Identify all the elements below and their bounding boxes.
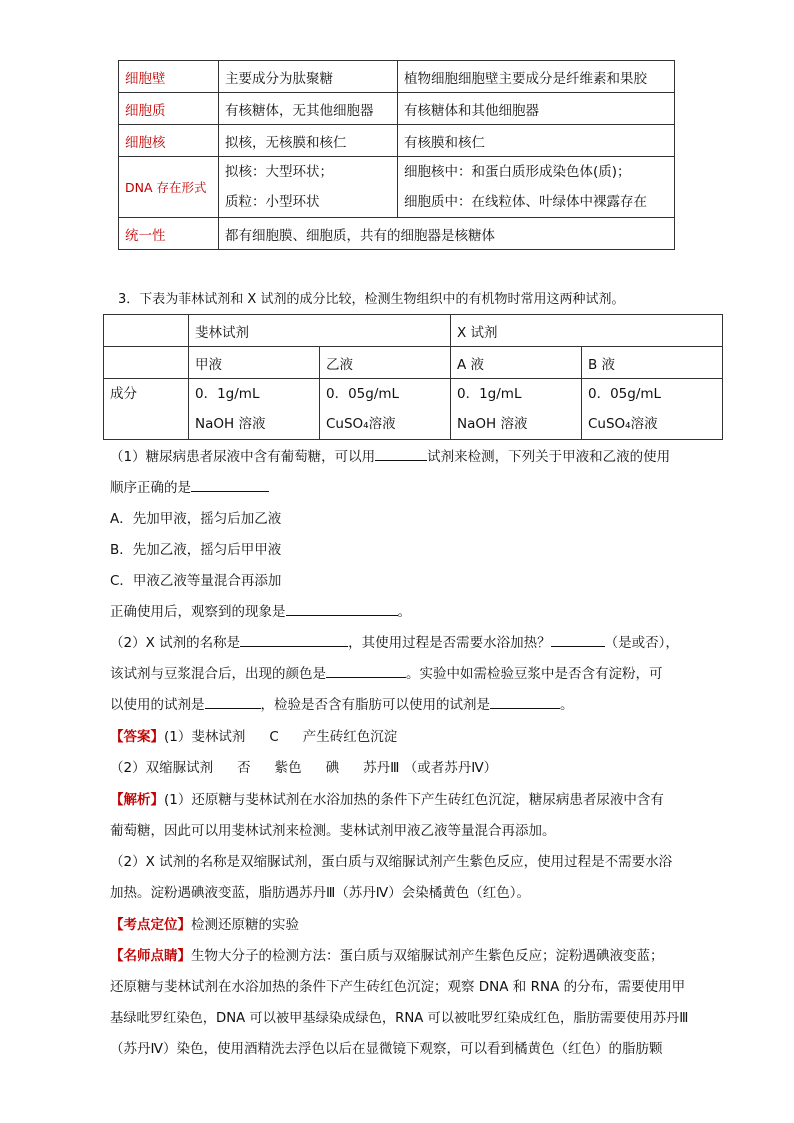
component-cell [189,379,320,440]
location-label: 【考点定位】 [110,917,191,933]
question-text: （1）糖尿病患者尿液中含有葡萄糖，可以用 [110,449,376,465]
teacher-line: 基绿吡罗红染色，DNA 可以被甲基绿染成绿色，RNA 可以被吡罗红染成红色，脂肪需要使用苏丹Ⅲ [110,1011,689,1026]
cell-line: 拟核：大型环状； [225,164,333,180]
answer-blank[interactable] [205,694,261,709]
question-text: ，其使用过程是否需要水浴加热？ [348,635,551,651]
concentration: 0．05g/mL [588,386,662,402]
answer-label: 【答案】 [110,729,164,745]
table-row [119,157,675,218]
component-cell [582,379,723,440]
question-text: 。 [560,697,574,713]
question-text: （2）X 试剂的名称是 [110,635,241,651]
concentration: 0．1g/mL [457,386,522,402]
question-line [110,473,690,504]
answer-blank[interactable] [490,694,560,709]
empty-cell [104,347,189,379]
eukaryote-cell: 植物细胞细胞壁主要成分是纤维素和果胶 [398,61,675,93]
fehling-header: 斐林试剂 [189,315,451,347]
analysis-text: (1）还原糖与斐林试剂在水浴加热的条件下产生砖红色沉淀，糖尿病患者尿液中含有 [164,792,664,808]
answer-text: 产生砖红色沉淀 [302,729,398,745]
answer-blank[interactable] [240,632,348,647]
reagent-table [103,314,723,440]
teacher-text: 生物大分子的检测方法：蛋白质与双缩脲试剂产生紫色反应；淀粉遇碘液变蓝； [191,948,664,964]
answer-blank[interactable] [551,632,605,647]
solution-name: CuSO₄溶液 [326,416,396,432]
table-row [104,379,723,440]
eukaryote-cell [398,157,675,218]
analysis-label: 【解析】 [110,792,164,808]
cell-line: 细胞核中：和蛋白质形成染色体(质)； [404,164,631,180]
answer-text: 紫色 [274,760,302,776]
answer-blank[interactable] [191,477,269,492]
answer-text: （2）双缩脲试剂 [110,760,214,776]
sub-header: 甲液 [189,347,320,379]
question-text: 正确使用后，观察到的现象是 [110,604,286,620]
question-text: 。实验中如需检验豆浆中是否含有淀粉，可 [406,666,663,682]
question-stem: 3．下表为菲林试剂和 X 试剂的成分比较，检测生物组织中的有机物时常用这两种试剂。 [118,292,625,307]
analysis-line: （2）X 试剂的名称是双缩脲试剂，蛋白质与双缩脲试剂产生紫色反应，使用过程是不需要水浴 [110,854,673,870]
concentration: 0．05g/mL [326,386,400,402]
question-text: 该试剂与豆浆混合后，出现的颜色是 [110,666,326,682]
question-text: （是或否）， [604,635,679,651]
question-text: 试剂来检测，下列关于甲液和乙液的使用 [427,449,671,465]
location-line [110,910,690,941]
location-text: 检测还原糖的实验 [191,917,299,933]
eukaryote-cell: 有核膜和核仁 [398,125,675,157]
empty-header [104,315,189,347]
answer-text: (1）斐林试剂 [164,729,246,745]
sub-header: B 液 [582,347,723,379]
comparison-table-cells [118,60,675,250]
prokaryote-cell: 有核糖体，无其他细胞器 [219,93,398,125]
analysis-line: 加热。淀粉遇碘液变蓝，脂肪遇苏丹Ⅲ（苏丹Ⅳ）会染橘黄色（红色）。 [110,885,531,901]
row-label-text: 成分 [110,386,137,402]
question-line [110,597,690,628]
row-label: 细胞核 [119,125,219,157]
row-label: 细胞质 [119,93,219,125]
answer-blank[interactable] [375,446,427,461]
analysis-line: 葡萄糖，因此可以用斐林试剂来检测。斐林试剂甲液乙液等量混合再添加。 [110,823,556,839]
table-row [119,218,675,250]
sub-header: A 液 [451,347,582,379]
solution-name: CuSO₄溶液 [588,416,658,432]
cell-line: 质粒：小型环状 [225,194,320,210]
analysis-line [110,785,690,816]
question-line [110,659,690,690]
answer-text: 碘 [325,760,340,776]
question-line [110,690,690,721]
table-row [104,315,723,347]
teacher-line [110,941,690,972]
prokaryote-cell [219,157,398,218]
question-line [110,628,690,659]
question-text: 。 [397,604,411,620]
component-cell [320,379,451,440]
row-label [104,379,189,440]
answer-text: C [269,729,279,745]
answer-line [110,753,690,784]
question-text: ，检验是否含有脂肪可以使用的试剂是 [260,697,490,713]
answer-text: 苏丹Ⅲ （或者苏丹Ⅳ） [363,760,498,776]
answer-blank[interactable] [286,601,398,616]
row-label: DNA 存在形式 [119,157,219,218]
option-a: A．先加甲液，摇匀后加乙液 [110,511,282,527]
table-row [119,125,675,157]
answer-line [110,722,690,753]
question-line [110,442,690,473]
cell-line: 细胞质中：在线粒体、叶绿体中裸露存在 [404,194,647,210]
unity-cell: 都有细胞膜、细胞质，共有的细胞器是核糖体 [219,218,675,250]
row-label: 细胞壁 [119,61,219,93]
row-label: 统一性 [119,218,219,250]
solution-name: NaOH 溶液 [457,416,528,432]
teacher-line: 还原糖与斐林试剂在水浴加热的条件下产生砖红色沉淀；观察 DNA 和 RNA 的分布，需要使用甲 [110,979,686,995]
eukaryote-cell: 有核糖体和其他细胞器 [398,93,675,125]
prokaryote-cell: 拟核，无核膜和核仁 [219,125,398,157]
table-row [119,93,675,125]
x-reagent-header: X 试剂 [451,315,723,347]
option-c: C．甲液乙液等量混合再添加 [110,573,282,589]
teacher-label: 【名师点睛】 [110,948,191,964]
teacher-line: （苏丹Ⅳ）染色，使用酒精洗去浮色以后在显微镜下观察，可以看到橘黄色（红色）的脂肪颗 [110,1041,663,1057]
solution-name: NaOH 溶液 [195,416,266,432]
question-text: 以使用的试剂是 [110,697,205,713]
prokaryote-cell: 主要成分为肽聚糖 [219,61,398,93]
table-row [119,61,675,93]
option-b: B．先加乙液，摇匀后甲甲液 [110,542,282,558]
component-cell [451,379,582,440]
sub-header: 乙液 [320,347,451,379]
table-row [104,347,723,379]
answer-text: 否 [237,760,251,776]
question-text: 顺序正确的是 [110,480,191,496]
concentration: 0．1g/mL [195,386,260,402]
answer-blank[interactable] [326,663,406,678]
